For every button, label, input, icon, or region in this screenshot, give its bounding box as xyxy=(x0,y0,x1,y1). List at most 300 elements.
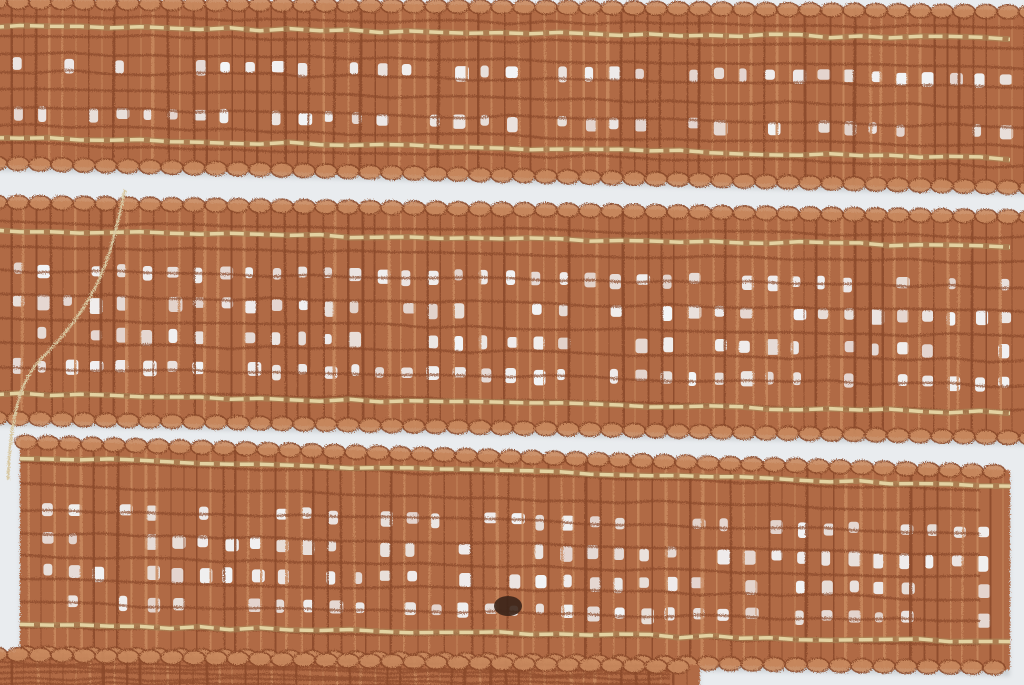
edge-loop xyxy=(315,0,337,12)
edge-loop xyxy=(983,465,1005,479)
edge-loop xyxy=(337,418,359,432)
warp-thread xyxy=(743,466,745,662)
warp-thread xyxy=(613,462,614,660)
edge-loop xyxy=(315,417,337,431)
warp-thread xyxy=(990,473,991,665)
edge-loop xyxy=(909,429,931,443)
edge-loop xyxy=(15,435,37,449)
warp-thread xyxy=(11,205,12,416)
warp-thread xyxy=(637,463,639,660)
warp-thread xyxy=(125,206,128,418)
edge-loop xyxy=(601,1,623,15)
weave-gap xyxy=(405,543,414,557)
edge-loop xyxy=(909,178,931,192)
warp-thread xyxy=(243,208,245,420)
warp-thread xyxy=(716,465,717,661)
edge-loop xyxy=(249,162,271,176)
warp-thread xyxy=(80,446,83,652)
warp-thread xyxy=(555,213,557,427)
weave-gap xyxy=(635,119,647,132)
edge-loop xyxy=(447,420,469,434)
edge-loop xyxy=(425,167,447,181)
weave-gap xyxy=(922,344,933,358)
warp-thread xyxy=(327,454,329,656)
edge-loop xyxy=(895,462,917,476)
warp-thread xyxy=(260,452,262,655)
edge-loop xyxy=(117,0,139,10)
weave-gap xyxy=(69,565,81,578)
warp-thread xyxy=(440,211,441,424)
weave-gap xyxy=(922,310,933,322)
warp-thread xyxy=(347,210,349,423)
edge-loop xyxy=(403,655,425,669)
weave-gap xyxy=(563,575,572,588)
warp-thread xyxy=(543,212,544,426)
edge-loop xyxy=(799,207,821,221)
edge-loop xyxy=(543,451,565,465)
edge-loop xyxy=(887,178,909,192)
edge-loop xyxy=(961,660,983,674)
edge-loop xyxy=(125,439,147,453)
edge-loop xyxy=(469,202,491,216)
weave-gap xyxy=(738,341,749,353)
edge-loop xyxy=(293,653,315,667)
edge-loop xyxy=(667,424,689,438)
edge-loop xyxy=(359,654,381,668)
edge-loop xyxy=(975,209,997,223)
warp-thread xyxy=(379,455,380,656)
weave-gap xyxy=(662,306,672,321)
edge-loop xyxy=(469,420,491,434)
edge-loop xyxy=(865,428,887,442)
edge-loop xyxy=(513,0,535,14)
edge-loop xyxy=(205,161,227,175)
warp-thread xyxy=(769,467,770,663)
weave-gap xyxy=(507,117,518,132)
weave-gap xyxy=(689,70,698,83)
edge-loop xyxy=(895,659,917,673)
warp-thread xyxy=(400,210,401,423)
edge-loop xyxy=(733,2,755,16)
warp-thread xyxy=(301,453,303,655)
edge-loop xyxy=(799,176,821,190)
warp-thread xyxy=(93,446,95,651)
edge-loop xyxy=(293,164,315,178)
edge-loop xyxy=(249,0,271,12)
warp-thread xyxy=(625,462,626,660)
edge-loop xyxy=(73,413,95,427)
warp-thread xyxy=(596,213,598,427)
edge-loop xyxy=(799,427,821,441)
edge-loop xyxy=(733,206,755,220)
weave-gap xyxy=(252,569,265,582)
weave-gap xyxy=(559,304,568,316)
edge-loop xyxy=(359,200,381,214)
edge-loop xyxy=(653,455,675,469)
edge-loop xyxy=(711,174,733,188)
edge-loop xyxy=(521,451,543,465)
weave-gap xyxy=(119,596,127,611)
weave-gap xyxy=(615,518,625,530)
edge-loop xyxy=(623,659,645,673)
edge-loop xyxy=(667,172,689,186)
edge-loop xyxy=(469,168,491,182)
edge-loop xyxy=(271,199,293,213)
edge-loop xyxy=(337,654,359,668)
edge-loop xyxy=(843,428,865,442)
warp-thread xyxy=(479,211,481,424)
edge-loop xyxy=(425,420,447,434)
edge-loop xyxy=(161,650,183,664)
warp-thread xyxy=(678,464,679,661)
warp-thread xyxy=(986,219,987,435)
edge-loop xyxy=(455,449,477,463)
edge-loop xyxy=(161,198,183,212)
warp-thread xyxy=(196,450,197,654)
weave-gap xyxy=(850,581,859,593)
edge-loop xyxy=(381,166,403,180)
edge-loop xyxy=(601,204,623,218)
warp-thread xyxy=(529,212,531,426)
edge-loop xyxy=(623,204,645,218)
warp-thread xyxy=(414,211,416,424)
edge-loop xyxy=(711,2,733,16)
edge-loop xyxy=(865,177,887,191)
edge-loop xyxy=(821,427,843,441)
edge-loop xyxy=(623,171,645,185)
edge-loop xyxy=(337,200,359,214)
edge-loop xyxy=(425,0,447,13)
edge-loop xyxy=(755,206,777,220)
warp-thread xyxy=(815,216,817,431)
warp-thread xyxy=(573,461,574,659)
weave-gap xyxy=(481,66,489,78)
warp-thread xyxy=(374,210,375,423)
weave-gap xyxy=(43,564,52,576)
weave-gap xyxy=(899,553,909,569)
edge-loop xyxy=(997,431,1019,445)
edge-loop xyxy=(301,444,323,458)
warp-thread xyxy=(585,461,587,659)
weave-gap xyxy=(1000,74,1012,84)
edge-loop xyxy=(719,457,741,471)
warp-thread xyxy=(844,469,847,663)
warp-thread xyxy=(897,471,899,665)
edge-loop xyxy=(755,2,777,16)
edge-loop xyxy=(601,658,623,672)
edge-loop xyxy=(139,197,161,211)
edge-loop xyxy=(601,423,623,437)
warp-thread xyxy=(271,208,272,420)
edge-loop xyxy=(711,425,733,439)
weave-gap xyxy=(428,335,438,348)
edge-loop xyxy=(513,657,535,671)
warp-thread xyxy=(522,459,523,658)
weave-gap xyxy=(740,308,753,319)
edge-loop xyxy=(777,426,799,440)
weave-gap xyxy=(350,301,359,314)
edge-loop xyxy=(689,173,711,187)
weave-gap xyxy=(509,574,520,588)
edge-loop xyxy=(851,461,873,475)
weave-gap xyxy=(535,575,546,588)
edge-loop xyxy=(843,177,865,191)
weave-gap xyxy=(431,604,441,615)
edge-loop xyxy=(997,5,1019,19)
edge-loop xyxy=(51,648,73,662)
edge-loop xyxy=(345,445,367,459)
edge-loop xyxy=(29,0,51,9)
edge-loop xyxy=(887,208,909,222)
edge-loop xyxy=(161,414,183,428)
edge-loop xyxy=(7,412,29,426)
edge-loop xyxy=(675,455,697,469)
edge-loop xyxy=(631,454,653,468)
edge-loop xyxy=(623,1,645,15)
edge-loop xyxy=(447,202,469,216)
edge-loop xyxy=(161,160,183,174)
weave-gap xyxy=(849,610,862,622)
edge-loop xyxy=(73,196,95,210)
edge-loop xyxy=(777,3,799,17)
edge-loop xyxy=(777,175,799,189)
edge-loop xyxy=(205,415,227,429)
edge-loop xyxy=(821,3,843,17)
edge-loop xyxy=(169,440,191,454)
edge-loop xyxy=(315,653,337,667)
edge-loop xyxy=(953,4,975,18)
edge-loop xyxy=(579,170,601,184)
edge-loop xyxy=(359,418,381,432)
edge-loop xyxy=(601,171,623,185)
warp-thread xyxy=(701,465,704,661)
edge-loop xyxy=(491,0,513,14)
warp-thread xyxy=(140,207,141,419)
edge-loop xyxy=(7,195,29,209)
edge-loop xyxy=(381,0,403,13)
edge-loop xyxy=(73,0,95,10)
edge-loop xyxy=(785,658,807,672)
edge-loop xyxy=(227,162,249,176)
edge-loop xyxy=(917,463,939,477)
edge-loop xyxy=(367,446,389,460)
edge-loop xyxy=(579,422,601,436)
weave-gap xyxy=(925,555,933,569)
edge-loop xyxy=(873,659,895,673)
edge-loop xyxy=(711,206,733,220)
edge-loop xyxy=(689,425,711,439)
warp-thread xyxy=(89,206,90,418)
edge-loop xyxy=(315,200,337,214)
edge-loop xyxy=(491,168,513,182)
edge-loop xyxy=(29,648,51,662)
edge-loop xyxy=(477,449,499,463)
edge-loop xyxy=(513,203,535,217)
edge-loop xyxy=(939,660,961,674)
edge-loop xyxy=(645,205,667,219)
warp-thread xyxy=(74,206,76,418)
edge-loop xyxy=(491,202,513,216)
edge-loop xyxy=(931,179,953,193)
weave-gap xyxy=(639,549,649,562)
edge-loop xyxy=(73,158,95,172)
edge-loop xyxy=(271,0,293,12)
warp-thread xyxy=(869,217,872,432)
warp-thread xyxy=(312,453,314,655)
edge-loop xyxy=(873,461,895,475)
warp-thread xyxy=(390,455,392,656)
warp-thread xyxy=(548,460,549,659)
edge-loop xyxy=(587,453,609,467)
edge-loop xyxy=(931,4,953,18)
warp-thread xyxy=(365,455,366,656)
warp-thread xyxy=(100,206,102,418)
edge-loop xyxy=(667,205,689,219)
warp-thread xyxy=(622,214,625,428)
edge-loop xyxy=(139,650,161,664)
edge-loop xyxy=(227,652,249,666)
edge-loop xyxy=(205,651,227,665)
edge-loop xyxy=(227,199,249,213)
edge-loop xyxy=(557,203,579,217)
weave-gap xyxy=(431,513,440,528)
edge-loop xyxy=(271,163,293,177)
weave-gap xyxy=(459,573,472,587)
edge-loop xyxy=(191,441,213,455)
edge-loop xyxy=(865,3,887,17)
edge-loop xyxy=(829,460,851,474)
edge-loop xyxy=(939,463,961,477)
weave-gap xyxy=(220,62,230,73)
edge-loop xyxy=(447,167,469,181)
weave-gap xyxy=(635,339,648,354)
edge-loop xyxy=(51,412,73,426)
warp-thread xyxy=(568,213,570,427)
edge-loop xyxy=(315,164,337,178)
warp-thread xyxy=(444,457,445,657)
edge-loop xyxy=(623,423,645,437)
edge-loop xyxy=(139,0,161,11)
edge-loop xyxy=(557,170,579,184)
weave-gap xyxy=(115,60,124,73)
edge-loop xyxy=(645,172,667,186)
weave-gap xyxy=(248,362,262,376)
edge-loop xyxy=(29,157,51,171)
edge-loop xyxy=(821,176,843,190)
warp-thread xyxy=(652,463,653,660)
edge-loop xyxy=(535,169,557,183)
edge-loop xyxy=(697,456,719,470)
edge-loop xyxy=(59,437,81,451)
warp-thread xyxy=(778,216,780,431)
warp-thread xyxy=(256,208,258,420)
warp-thread xyxy=(234,451,236,654)
edge-loop xyxy=(403,419,425,433)
edge-loop xyxy=(909,4,931,18)
edge-loop xyxy=(807,459,829,473)
warp-thread xyxy=(404,456,405,657)
edge-loop xyxy=(513,421,535,435)
edge-loop xyxy=(271,652,293,666)
warp-thread xyxy=(36,205,37,416)
edge-loop xyxy=(887,428,909,442)
weave-gap xyxy=(560,272,569,285)
warp-thread xyxy=(673,214,674,428)
edge-loop xyxy=(227,416,249,430)
edge-loop xyxy=(843,3,865,17)
warp-thread xyxy=(883,470,886,664)
edge-loop xyxy=(975,5,997,19)
edge-loop xyxy=(147,439,169,453)
weave-gap xyxy=(140,330,152,346)
warp-thread xyxy=(503,212,505,426)
warp-thread xyxy=(893,217,895,432)
edge-loop xyxy=(645,1,667,15)
warp-thread xyxy=(833,469,834,664)
edge-loop xyxy=(609,453,631,467)
edge-loop xyxy=(227,0,249,11)
weave-gap xyxy=(143,361,157,377)
warp-thread xyxy=(947,218,949,434)
edge-loop xyxy=(741,457,763,471)
edge-loop xyxy=(733,174,755,188)
edge-loop xyxy=(381,419,403,433)
edge-loop xyxy=(645,659,667,673)
edge-loop xyxy=(117,159,139,173)
weave-gap xyxy=(532,303,542,315)
edge-loop xyxy=(469,656,491,670)
edge-loop xyxy=(359,165,381,179)
weave-gap xyxy=(350,62,358,74)
edge-loop xyxy=(7,157,29,171)
edge-loop xyxy=(953,179,975,193)
edge-loop xyxy=(29,412,51,426)
edge-loop xyxy=(733,425,755,439)
warp-thread xyxy=(203,208,206,420)
edge-loop xyxy=(535,203,557,217)
edge-loop xyxy=(447,656,469,670)
edge-loop xyxy=(183,0,205,11)
edge-loop xyxy=(821,207,843,221)
edge-loop xyxy=(425,655,447,669)
weave-gap xyxy=(844,373,854,387)
edge-loop xyxy=(183,161,205,175)
warp-thread xyxy=(153,207,154,419)
edge-loop xyxy=(579,658,601,672)
weave-gap xyxy=(764,70,774,80)
edge-loop xyxy=(279,443,301,457)
edge-loop xyxy=(271,417,293,431)
warp-thread xyxy=(275,452,276,655)
edge-loop xyxy=(719,657,741,671)
warp-thread xyxy=(131,448,132,653)
edge-loop xyxy=(579,204,601,218)
edge-loop xyxy=(909,208,931,222)
warp-thread xyxy=(427,211,428,424)
weave-gap xyxy=(273,268,281,280)
warp-thread xyxy=(924,471,925,664)
edge-loop xyxy=(499,450,521,464)
warp-thread xyxy=(362,210,364,423)
warp-thread xyxy=(648,214,649,428)
edge-loop xyxy=(807,658,829,672)
warp-thread xyxy=(231,208,232,420)
warp-thread xyxy=(713,215,714,430)
edge-loop xyxy=(887,4,909,18)
edge-loop xyxy=(975,180,997,194)
dark-stain xyxy=(494,596,522,616)
edge-loop xyxy=(557,658,579,672)
